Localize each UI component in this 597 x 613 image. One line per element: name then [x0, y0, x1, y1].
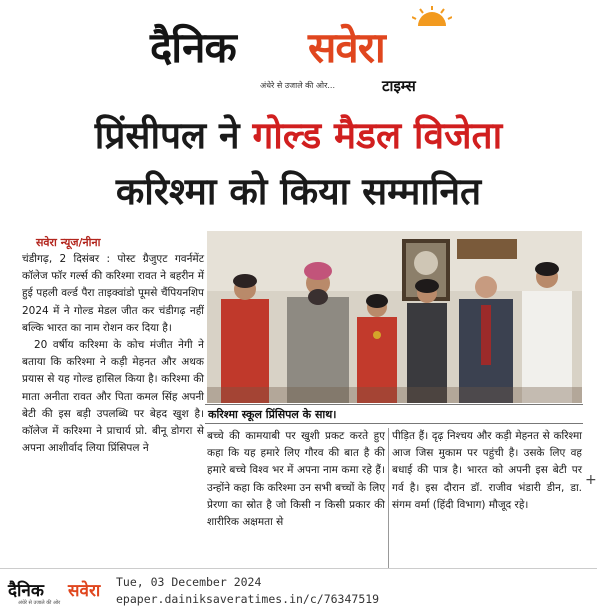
masthead-times: टाइम्स	[382, 77, 416, 95]
footer-divider	[0, 568, 597, 569]
sun-icon	[412, 6, 452, 28]
news-photo	[207, 231, 582, 403]
plus-icon: +	[585, 472, 597, 488]
paragraph: 20 वर्षीय करिश्मा के कोच मंजीत नेगी ने बताया कि करिश्मा ने कड़ी मेहनत और अथक प्रयास से यह गोल्ड हासिल किया है। करिश्मा की माता अनीता रावत और पिता कमल सिंह अपनी बेटी की इस बड़ी उपलब्धि पर बेहद खुश है। कॉलेज में करिश्मा ने प्राचार्य प्रो. बीनू डोगरा से अपना आशीर्वाद लिया प्रिंसिपल ने	[22, 339, 204, 455]
masthead-savera: सवेरा	[308, 23, 385, 72]
footer-logo-savera: सवेरा	[68, 581, 101, 601]
footer-date: Tue, 03 December 2024	[116, 575, 262, 589]
byline: सवेरा न्यूज/नीना	[36, 236, 101, 249]
photo-caption: करिश्मा स्कूल प्रिंसिपल के साथ।	[205, 404, 583, 424]
footer-url[interactable]: epaper.dainiksaveratimes.in/c/76347519	[116, 592, 380, 606]
paragraph: पीड़ित हैं। दृढ़ निश्चय और कड़ी मेहनत से करिश्मा आज जिस मुकाम पर पहुंची है। उसके लिए वह बधाई की पात्र है। भारत को अपनी इस बेटी पर गर्व है। इस दौरान डॉ. राजीव भंडारी डीन, डा. संगम वर्मा (हिंदी विभाग) मौजूद रहे।	[392, 430, 582, 511]
masthead-dainik: दैनिक	[150, 23, 236, 72]
paragraph: बच्चे की कामयाबी पर खुशी प्रकट करते हुए कहा कि यह हमारे लिए गौरव की बात है की हमारे बच्चे विश्व भर में अपना नाम कमा रहे हैं। उन्होंने कहा कि करिश्मा उन सभी बच्चों के लिए प्रेरणा का स्रोत है जो किसी न किसी प्रकार की शारीरिक अक्षमता से	[207, 430, 385, 529]
footer-logo	[8, 576, 108, 608]
headline-black: प्रिंसीपल ने	[94, 114, 240, 157]
footer-logo-dainik: दैनिक	[8, 581, 44, 601]
masthead-tagline: अंधेरे से उजाले की ओर...	[260, 81, 336, 90]
footer-logo-tagline: अंधेरे से उजाले की ओर	[18, 600, 61, 606]
masthead	[150, 6, 450, 98]
article-column-3	[392, 428, 582, 514]
headline-line-2: करिश्मा को किया सम्मानित	[115, 170, 482, 213]
headline-line-1	[0, 108, 597, 159]
article-column-1	[22, 251, 204, 457]
paragraph: चंडीगढ़, 2 दिसंबर : पोस्ट ग्रैजुएट गवर्नमेंट कॉलेज फॉर गर्ल्स की करिश्मा रावत ने बहरीन में हुई पहली वर्ल्ड पैरा ताइक्वांडो पूमसे चैंपियनशिप 2024 में ने गोल्ड मेडल जीत कर चंडीगढ़ नहीं बल्कि भारत का नाम रोशन कर दिया है।	[22, 253, 204, 334]
article-column-2	[207, 428, 385, 531]
column-divider	[388, 428, 389, 568]
headline-red: गोल्ड मैडल विजेता	[252, 114, 503, 157]
